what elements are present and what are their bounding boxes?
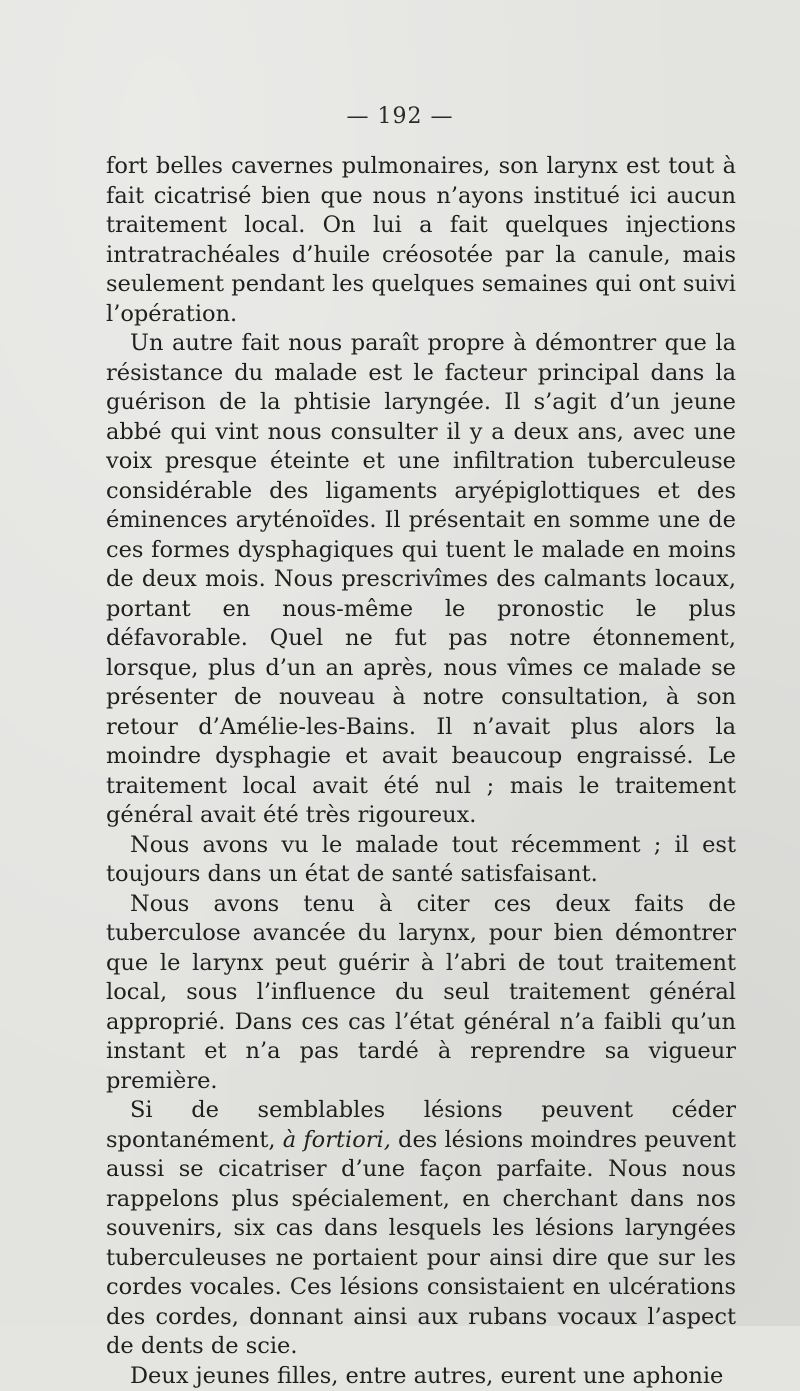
paragraph-5-end: des lésions moindres peuvent aussi se cicatriser d’une façon parfaite. Nous nous rappelons plus spécialement, en cherchant dans nos souvenirs, six cas dans lesquels les lésions laryngées tuberculeuses ne portaient pour ainsi dire que sur les cordes vocales. Ces lésions consistaient en ulcérations des cordes, donnant ainsi aux rubans vocaux l’aspect de dents de scie. — [106, 1127, 736, 1360]
paragraph-2: Un autre fait nous paraît propre à démontrer que la résistance du malade est le facteur principal dans la guérison de la phtisie laryngée. Il s’agit d’un jeune abbé qui vint nous consulter il y a deux ans, avec une voix presque éteinte et une infiltration tuberculeuse considérable des ligaments aryépiglottiques et des éminences aryténoïdes. Il présentait en somme une de ces formes dysphagiques qui tuent le malade en moins de deux mois. Nous prescrivîmes des calmants locaux, portant en nous-même le pronostic le plus défavorable. Quel ne fut pas notre étonnement, lorsque, plus d’un an après, nous vîmes ce malade se présenter de nouveau à notre consultation, à son retour d’Amélie-les-Bains. Il n’avait plus alors la moindre dysphagie et avait beaucoup engraissé. Le traitement local avait été nul ; mais le traitement général avait été très rigoureux. — [106, 329, 736, 831]
paragraph-5-start: Si de semblables lésions peuvent céder spontanément, — [106, 1097, 736, 1153]
paragraph-6: Deux jeunes filles, entre autres, eurent une aphonie — [106, 1362, 736, 1391]
page-number: — 192 — — [0, 104, 800, 129]
paragraph-1: fort belles cavernes pulmonaires, son larynx est tout à fait cicatrisé bien que nous n’ayons institué ici aucun traitement local. On lui a fait quelques injections intratrachéales d’huile créosotée par la canule, mais seulement pendant les quelques semaines qui ont suivi l’opération. — [106, 152, 736, 329]
paragraph-5 — [106, 1096, 736, 1362]
paragraph-4: Nous avons tenu à citer ces deux faits de tuberculose avancée du larynx, pour bien démontrer que le larynx peut guérir à l’abri de tout traitement local, sous l’influence du seul traitement général approprié. Dans ces cas l’état général n’a faibli qu’un instant et n’a pas tardé à reprendre sa vigueur première. — [106, 890, 736, 1097]
paragraph-3: Nous avons vu le malade tout récemment ; il est toujours dans un état de santé satisfaisant. — [106, 831, 736, 890]
italic-phrase: à fortiori, — [283, 1127, 391, 1153]
body-text — [106, 152, 736, 1391]
